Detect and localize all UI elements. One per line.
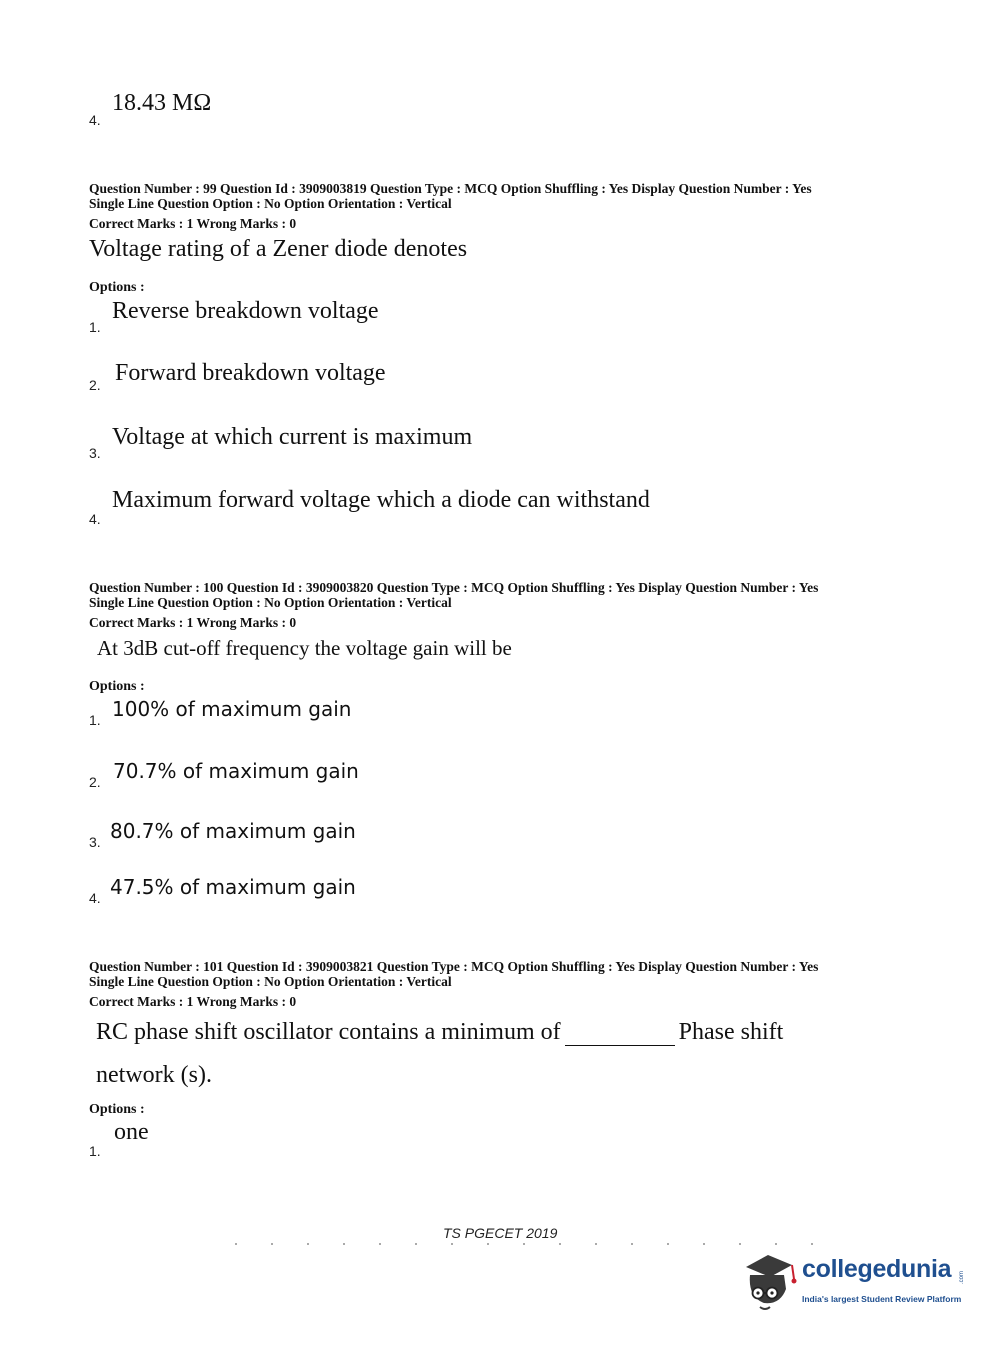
option-number: 2. xyxy=(89,774,101,790)
option-text: 100% of maximum gain xyxy=(112,697,352,721)
option-text: one xyxy=(114,1119,149,1145)
answer-blank xyxy=(565,1023,675,1046)
graduate-mascot-icon xyxy=(740,1245,802,1315)
option-text: 80.7% of maximum gain xyxy=(110,819,356,843)
options-label: Options : xyxy=(89,1102,145,1117)
question-marks: Correct Marks : 1 Wrong Marks : 0 xyxy=(89,994,297,1009)
option-number: 4. xyxy=(89,511,101,527)
option-text: 47.5% of maximum gain xyxy=(110,875,356,899)
options-label: Options : xyxy=(89,280,145,295)
option-text: Voltage at which current is maximum xyxy=(112,424,473,450)
logo-tagline: India's largest Student Review Platform xyxy=(802,1294,962,1304)
question-text: At 3dB cut-off frequency the voltage gain will be xyxy=(97,636,512,660)
question-meta: Question Number : 100 Question Id : 3909003820 Question Type : MCQ Option Shuffling : Yes Display Question Number : Yes xyxy=(89,580,819,595)
footer-text: TS PGECET 2019 xyxy=(443,1225,558,1241)
logo-wordmark: collegedunia xyxy=(802,1255,952,1283)
question-text xyxy=(96,1019,783,1046)
option-number: 1. xyxy=(89,319,101,335)
option-number: 4. xyxy=(89,112,101,128)
question-marks: Correct Marks : 1 Wrong Marks : 0 xyxy=(89,615,297,630)
option-text: Reverse breakdown voltage xyxy=(112,298,379,324)
question-meta: Question Number : 99 Question Id : 3909003819 Question Type : MCQ Option Shuffling : Yes Display Question Number : Yes xyxy=(89,181,812,196)
question-text: Voltage rating of a Zener diode denotes xyxy=(89,236,468,262)
option-text: Maximum forward voltage which a diode can withstand xyxy=(112,487,650,513)
collegedunia-logo xyxy=(740,1245,970,1315)
option-number: 3. xyxy=(89,445,101,461)
option-number: 2. xyxy=(89,377,101,393)
question-marks: Correct Marks : 1 Wrong Marks : 0 xyxy=(89,216,297,231)
question-meta-line2: Single Line Question Option : No Option Orientation : Vertical xyxy=(89,196,452,211)
question-meta-line2: Single Line Question Option : No Option Orientation : Vertical xyxy=(89,595,452,610)
option-number: 1. xyxy=(89,1143,101,1159)
question-text-part2: Phase shift xyxy=(678,1019,784,1045)
question-text-line2: network (s). xyxy=(96,1062,212,1088)
option-number: 1. xyxy=(89,712,101,728)
footer-dotted-line xyxy=(235,1240,815,1248)
logo-suffix: .com xyxy=(959,1271,965,1285)
question-meta: Question Number : 101 Question Id : 3909003821 Question Type : MCQ Option Shuffling : Yes Display Question Number : Yes xyxy=(89,959,819,974)
option-text: 70.7% of maximum gain xyxy=(113,759,359,783)
option-text: 18.43 MΩ xyxy=(112,90,212,116)
option-number: 3. xyxy=(89,834,101,850)
question-text-part1: RC phase shift oscillator contains a minimum of xyxy=(96,1019,561,1045)
question-meta-line2: Single Line Question Option : No Option Orientation : Vertical xyxy=(89,974,452,989)
option-number: 4. xyxy=(89,890,101,906)
options-label: Options : xyxy=(89,679,145,694)
option-text: Forward breakdown voltage xyxy=(115,360,386,386)
